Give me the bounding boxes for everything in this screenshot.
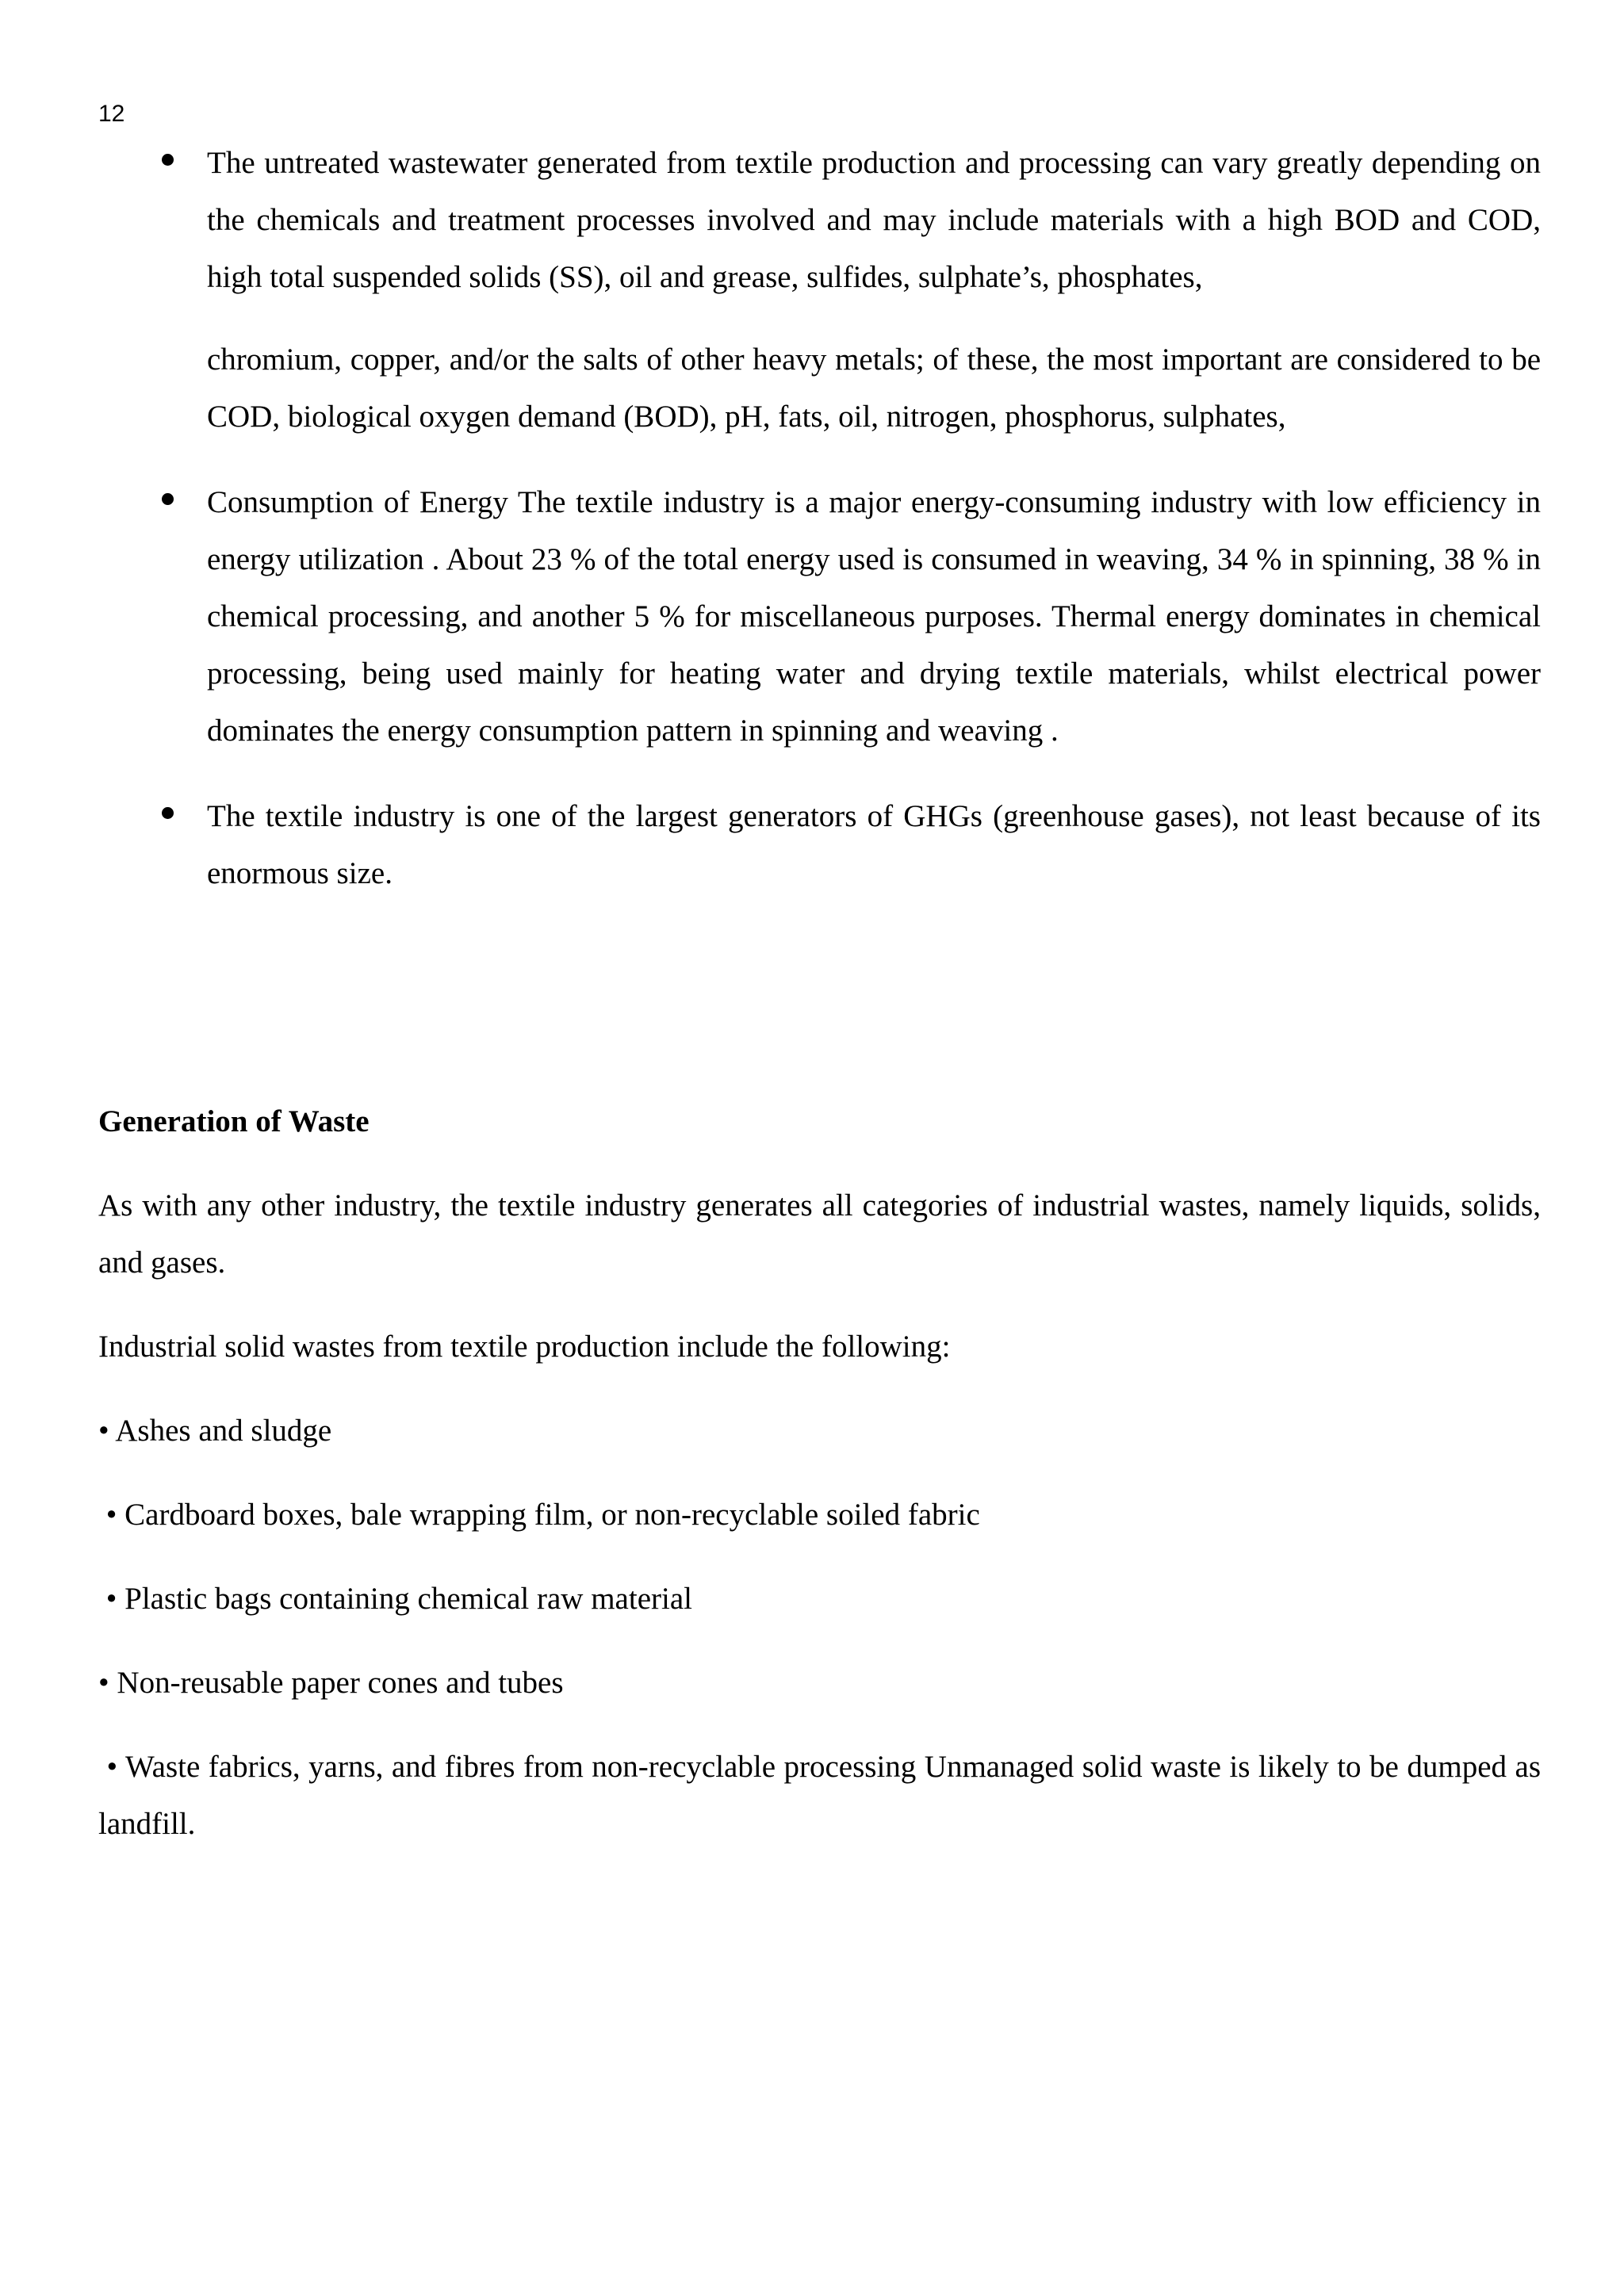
bullet-icon [162,807,174,819]
bullet-icon [162,154,174,166]
waste-list-item: • Non-reusable paper cones and tubes [98,1666,564,1700]
ghg-paragraph: The textile industry is one of the largest generators of GHGs (greenhouse gases), not least because of its enormous size. [207,799,1541,890]
bullet-item-energy [0,474,1541,760]
solid-waste-list-intro: Industrial solid wastes from textile production include the following: [98,1330,951,1364]
bullet-item-wastewater [0,135,1541,446]
wastewater-paragraph-2: chromium, copper, and/or the salts of other heavy metals; of these, the most important are considered to be COD, biological oxygen demand (BOD), pH, fats, oil, nitrogen, phosphorus, sulphates, [207,342,1541,434]
bullet-list [0,135,1624,902]
waste-section [98,1093,1549,1853]
waste-list-item: • Cardboard boxes, bale wrapping film, or non-recyclable soiled fabric [98,1498,980,1532]
waste-list-item: • Waste fabrics, yarns, and fibres from non-recyclable processing Unmanaged solid waste is likely to be dumped as landfill. [98,1750,1549,1841]
bullet-item-ghg [0,788,1541,902]
waste-list-item: • Plastic bags containing chemical raw material [98,1582,692,1616]
energy-paragraph: Consumption of Energy The textile industry is a major energy-consuming industry with low efficiency in energy utilization . About 23 % of the total energy used is consumed in weaving, 34 % in spinning, 38 % in chemical processing, and another 5 % for miscellaneous purposes. Thermal energy dominates in chemical processing, being used mainly for heating water and drying textile materials, whilst electrical power dominates the energy consumption pattern in spinning and weaving . [207,485,1541,748]
bullet-icon [162,493,174,505]
section-heading: Generation of Waste [98,1104,370,1138]
page-number: 12 [98,101,125,127]
waste-list-item: • Ashes and sludge [98,1414,332,1448]
waste-intro-paragraph: As with any other industry, the textile industry generates all categories of industrial wastes, namely liquids, solids, and gases. [98,1188,1541,1280]
wastewater-paragraph-1: The untreated wastewater generated from textile production and processing can vary greatly depending on the chemicals and treatment processes involved and may include materials with a high BOD and COD, high total suspended solids (SS), oil and grease, sulfides, sulphate’s, phosphates, [207,146,1541,294]
